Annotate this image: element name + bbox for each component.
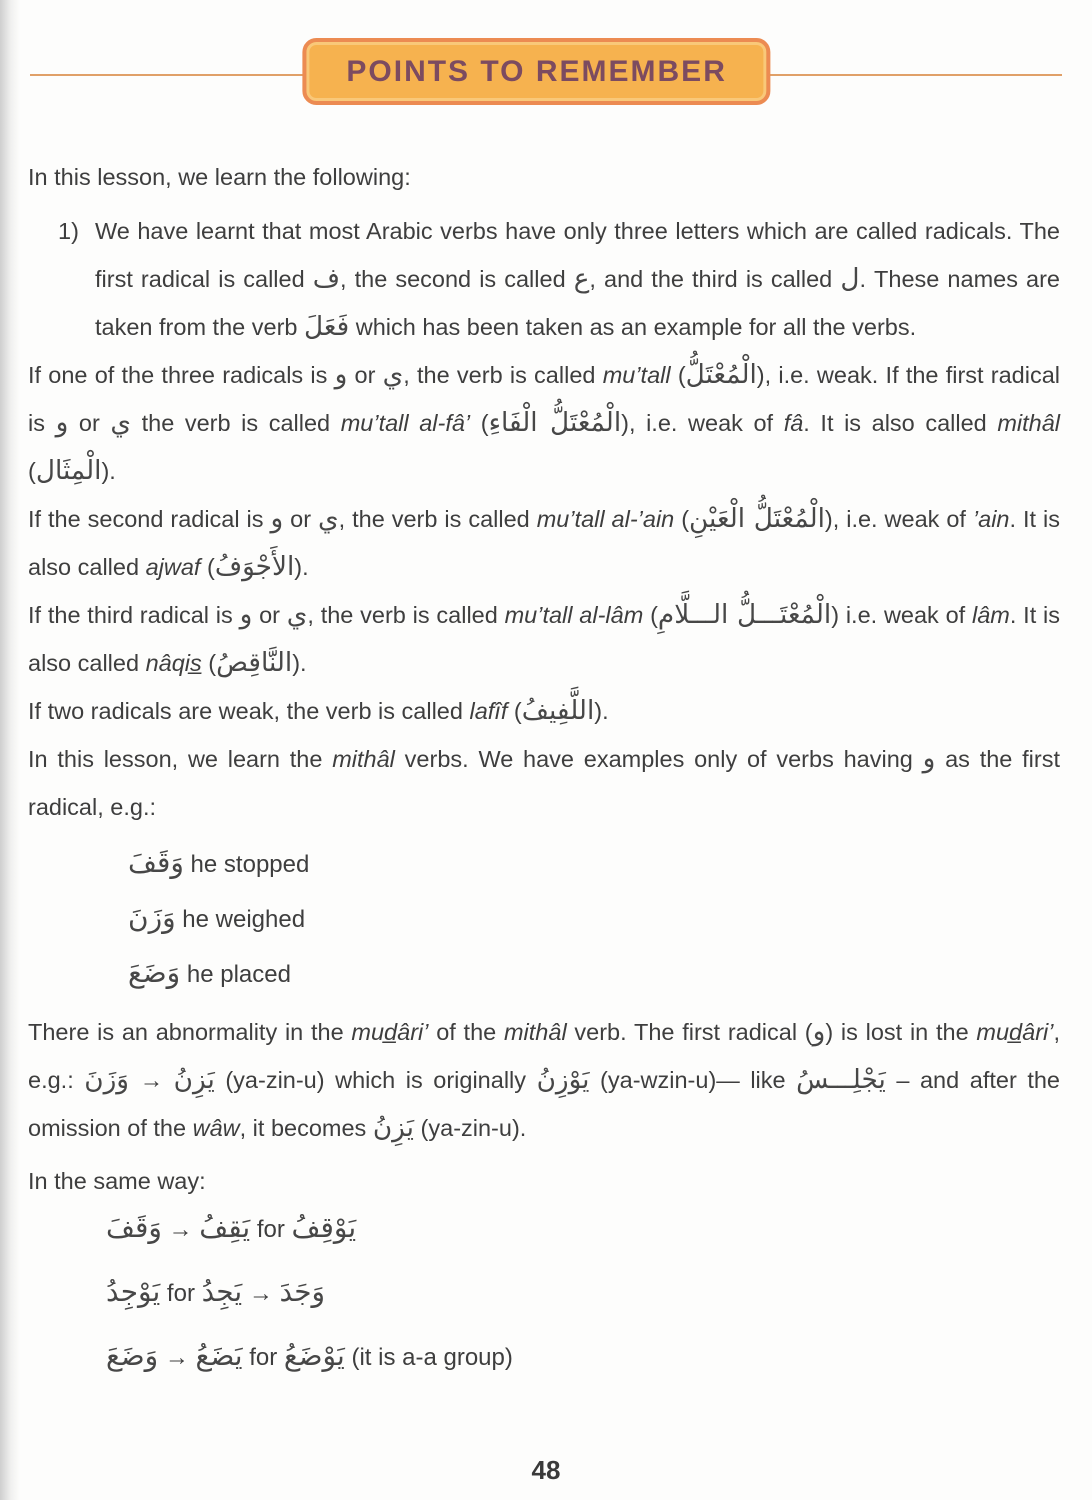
intro-line: In this lesson, we learn the following: <box>28 164 411 190</box>
para-weak-verbs: If one of the three radicals is و or ي, the verb is called mu’tall (الْمُعْتَلُّ), i.e. weak. If the first radical is و or ي the verb is called mu’tall al-fâ’ (الْمُعْتَلُّ الْفَاءِ), i.e. weak of fâ. It is also called mithâl (الْمِثَال). <box>28 360 1061 486</box>
page-footer <box>0 1455 1092 1486</box>
example-row-weighed: وَزَنَ he weighed <box>128 901 306 934</box>
example-row-placed: وَضَعَ he placed <box>128 956 291 989</box>
para-mudari-abnormality: There is an abnormality in the mud̲âri’ of the mithâl verb. The first radical (و) is lost in the mud̲âri’, e.g.: وَزَنَ → يَزِنُ (ya-zin-u) which is originally يَوْزِنُ (ya-wzin-u)— like يَجْلِـــسُ – and after the omission of the wâw, it becomes يَزِنُ (ya-zin-u). <box>28 1017 1060 1143</box>
example-verbs-list <box>28 843 1060 995</box>
page-header <box>0 0 1092 112</box>
same-way-line: In the same way: <box>28 1168 206 1194</box>
page-content <box>0 162 1092 1380</box>
numbered-point-1 <box>28 207 1060 351</box>
para-mithal-intro: In this lesson, we learn the mithâl verbs. We have examples only of verbs having و as the first radical, e.g.: <box>28 744 1060 820</box>
points-to-remember-box <box>302 38 770 105</box>
arrow-row-wajada: يَوْجِدُ for يَجِدُ → وَجَدَ <box>106 1275 326 1308</box>
page-title: POINTS TO REMEMBER <box>346 55 727 88</box>
numbered-point-1-text: We have learnt that most Arabic verbs have only three letters which are called radicals. The first radical is called ف, the second is called ع, and the third is called ل. These names are taken from the verb فَعَلَ which has been taken as an example for all the verbs. <box>95 218 1060 342</box>
arrow-examples-list <box>28 1206 1060 1380</box>
para-weak-lam: If the third radical is و or ي, the verb is called mu’tall al-lâm (الْمُعْتَـــلُّ الـــلَّامِ) i.e. weak of lâm. It is also called nâqis̲ (النَّاقِصُ). <box>28 600 1060 678</box>
para-lafif: If two radicals are weak, the verb is called lafîf (اللَّفِيفُ). <box>28 696 609 726</box>
arrow-row-wadaa: وَضَعَ → يَضَعُ for يَوْضَعُ (it is a-a group) <box>106 1339 513 1372</box>
arrow-row-waqafa: وَقَفَ → يَقِفُ for يَوْقِفُ <box>106 1211 357 1244</box>
para-weak-ain: If the second radical is و or ي, the verb is called mu’tall al-’ain (الْمُعْتَلُّ الْعَيْنِ), i.e. weak of ’ain. It is also called ajwaf (الأَجْوَفُ). <box>28 504 1060 582</box>
list-marker: 1) <box>58 218 79 244</box>
example-row-stopped: وَقَفَ he stopped <box>128 846 310 879</box>
page-number: 48 <box>531 1455 561 1485</box>
